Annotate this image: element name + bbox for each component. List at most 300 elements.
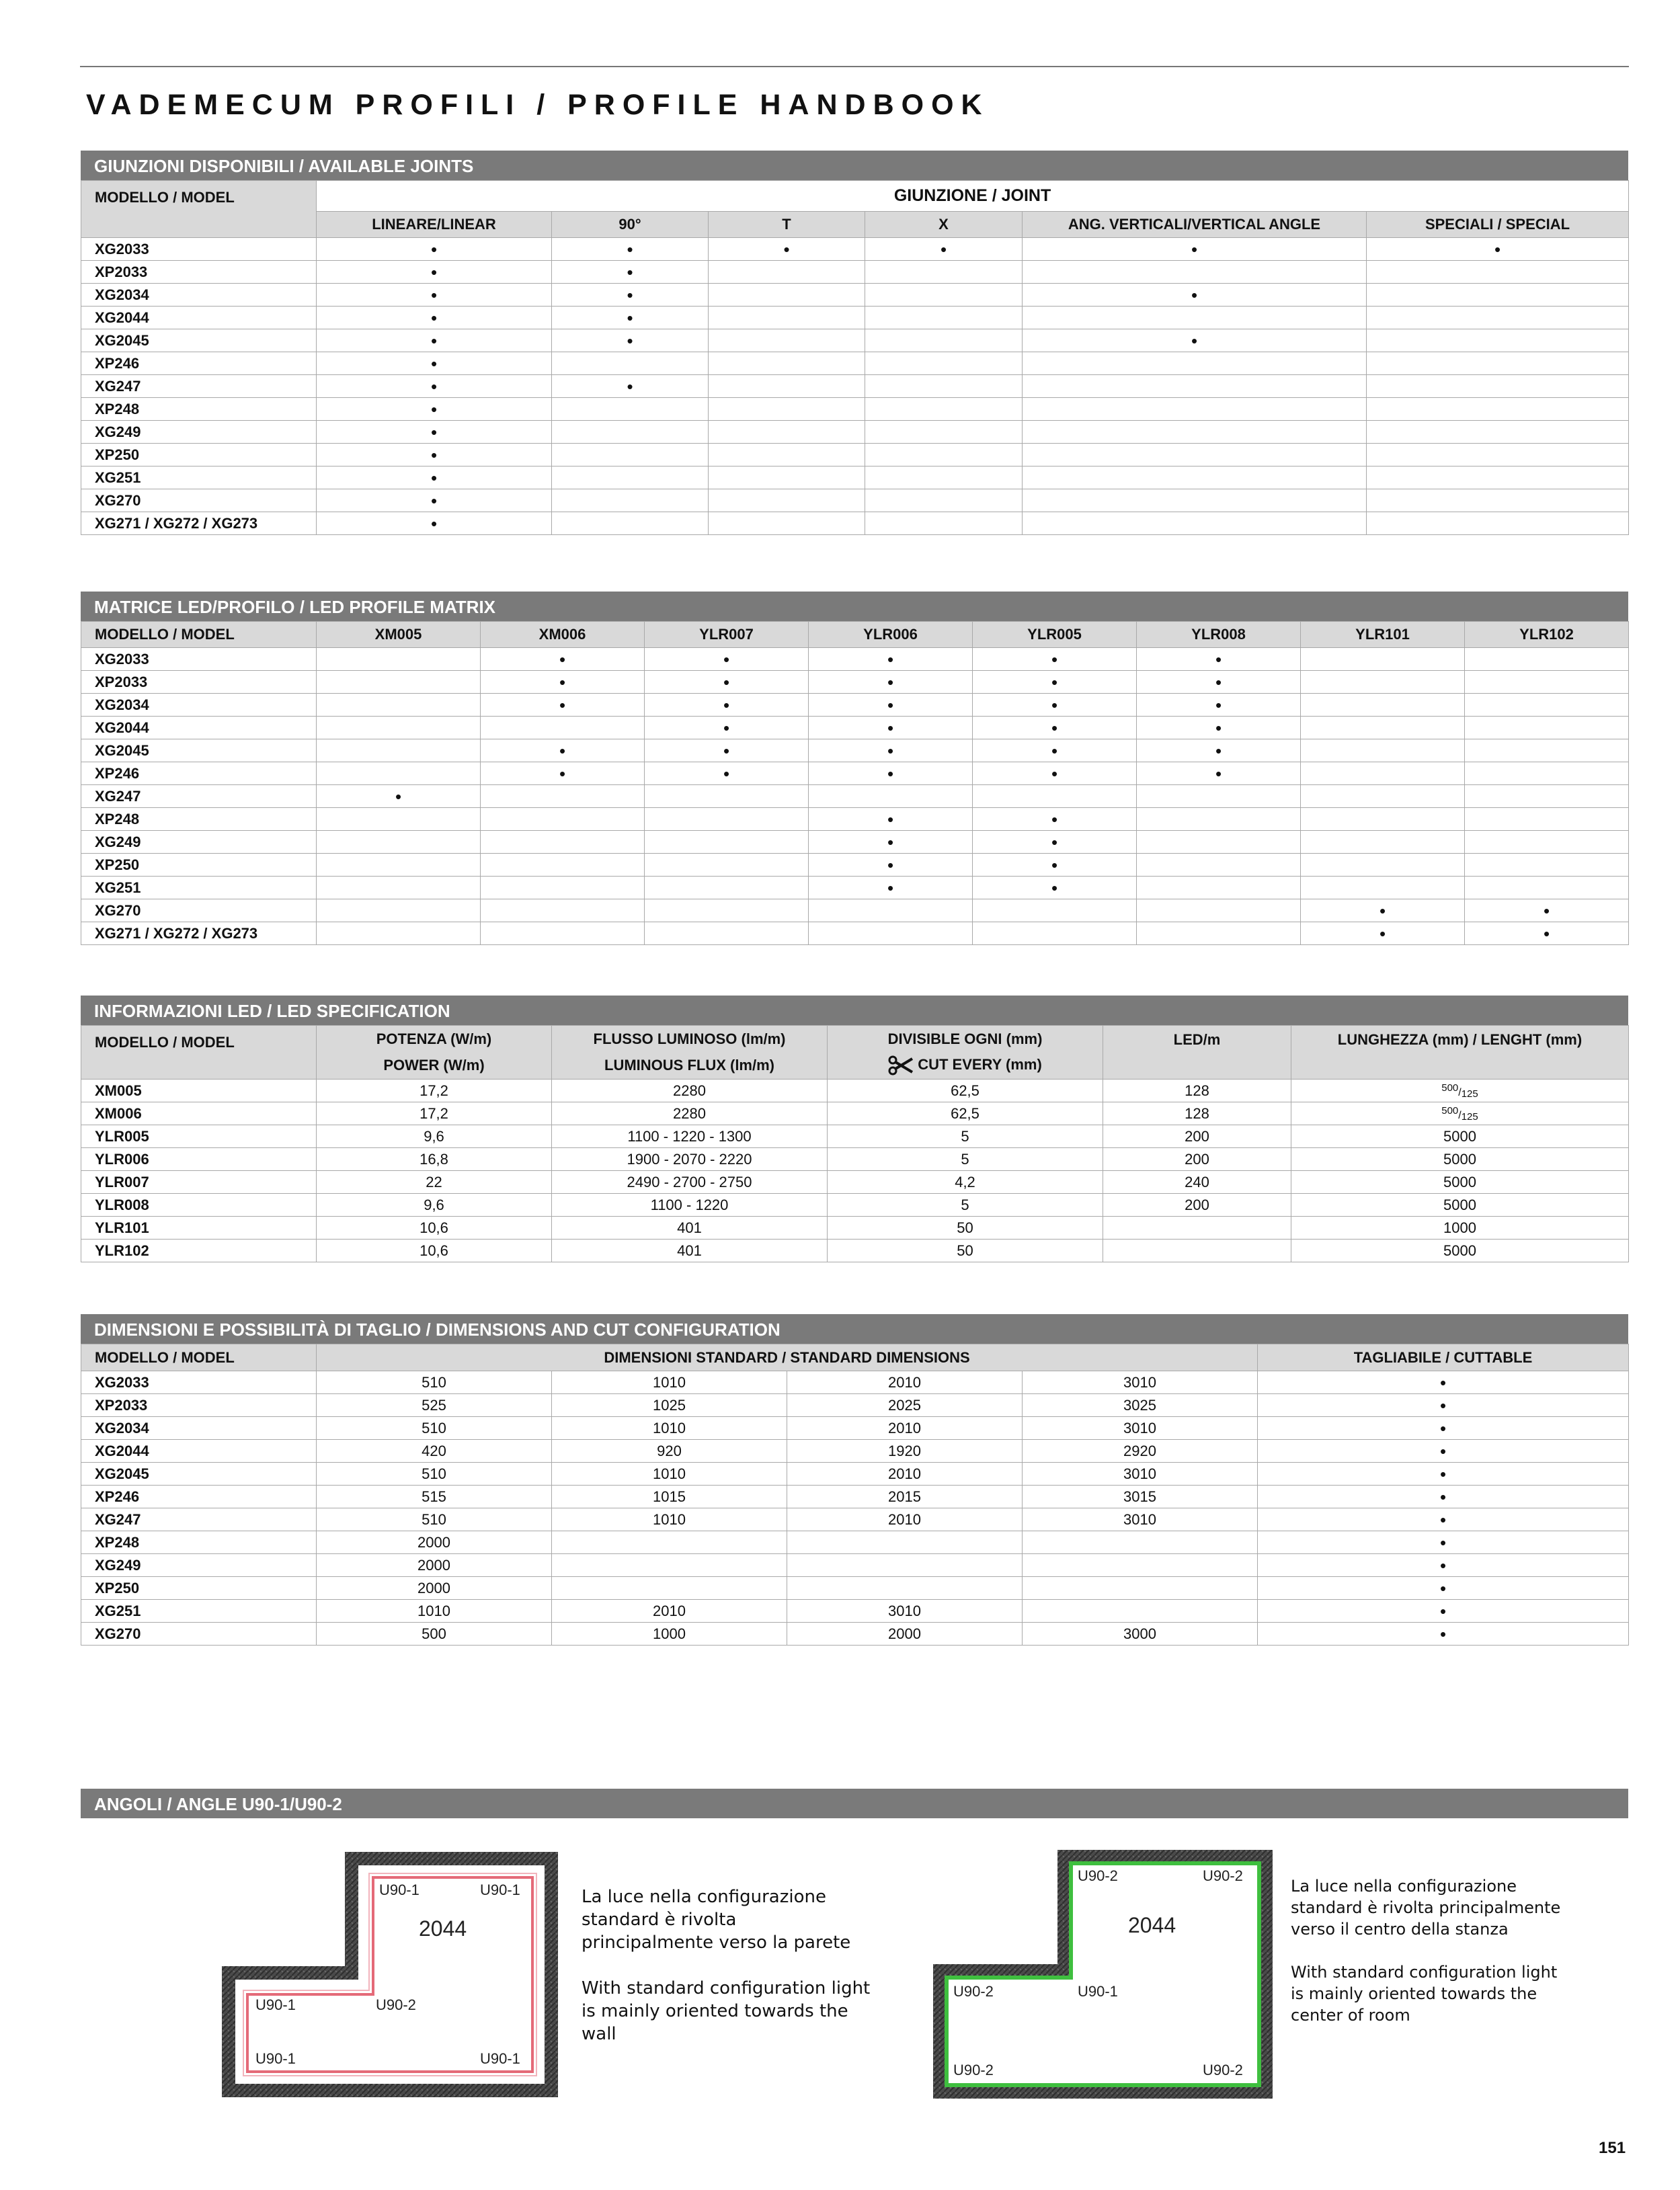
table-row [81, 1394, 1629, 1417]
dimension-cell: 510 [317, 1508, 552, 1531]
matrix-heading: MATRICE LED/PROFILO / LED PROFILE MATRIX [81, 592, 1628, 621]
joint-cell [1367, 489, 1629, 512]
dimension-cell: 1920 [787, 1440, 1023, 1463]
ledspec-cell: 240 [1103, 1171, 1291, 1194]
cuttable-cell: • [1258, 1600, 1629, 1623]
joint-cell [1023, 307, 1367, 329]
joint-cell [865, 329, 1023, 352]
dimension-cell: 2010 [787, 1417, 1023, 1440]
dimension-cell [552, 1577, 787, 1600]
matrix-cell: • [1137, 648, 1301, 671]
ledspec-cell: 1100 - 1220 - 1300 [552, 1125, 828, 1148]
table-row [81, 284, 1629, 307]
matrix-cell: • [1137, 671, 1301, 694]
matrix-cell [809, 922, 973, 945]
matrix-cell [317, 877, 481, 899]
model-cell: YLR006 [81, 1148, 317, 1171]
matrix-cell [1137, 854, 1301, 877]
joint-cell: • [317, 352, 552, 375]
model-cell: XG2044 [81, 307, 317, 329]
joint-cell [709, 398, 865, 421]
matrix-cell [809, 899, 973, 922]
matrix-cell: • [1137, 762, 1301, 785]
matrix-cell [317, 899, 481, 922]
model-cell: XG249 [81, 1554, 317, 1577]
matrix-cell: • [809, 648, 973, 671]
dimensions-heading: DIMENSIONI E POSSIBILITÀ DI TAGLIO / DIMENSIONS AND CUT CONFIGURATION [81, 1314, 1628, 1344]
ledspec-cell: 9,6 [317, 1125, 552, 1148]
joint-cell [1367, 284, 1629, 307]
length-fraction-den: 125 [1461, 1110, 1478, 1123]
matrix-col-header: YLR008 [1137, 622, 1301, 648]
dimension-cell: 3010 [1023, 1508, 1258, 1531]
matrix-col-header: YLR007 [645, 622, 809, 648]
matrix-col-header: YLR101 [1301, 622, 1465, 648]
dimension-cell [1023, 1531, 1258, 1554]
dimension-cell: 1000 [552, 1623, 787, 1646]
table-row [81, 467, 1629, 489]
model-cell: XG2045 [81, 739, 317, 762]
model-cell: YLR101 [81, 1217, 317, 1240]
model-cell: XG2033 [81, 238, 317, 261]
angle-diagram-wall [222, 1852, 558, 2097]
matrix-cell [481, 877, 645, 899]
joint-cell [865, 512, 1023, 535]
model-cell: XG251 [81, 877, 317, 899]
matrix-cell [1465, 808, 1629, 831]
joint-cell [865, 352, 1023, 375]
table-row [81, 877, 1629, 899]
matrix-cell [1465, 877, 1629, 899]
table-row [81, 1463, 1629, 1486]
matrix-cell: • [973, 762, 1137, 785]
dimension-cell: 2000 [317, 1531, 552, 1554]
table-row [81, 1531, 1629, 1554]
matrix-cell: • [645, 762, 809, 785]
joints-col-header: SPECIALI / SPECIAL [1367, 212, 1629, 238]
ledspec-header-cut-en-cell [828, 1053, 1103, 1080]
scissors-icon [888, 1055, 914, 1076]
matrix-cell: • [973, 831, 1137, 854]
joint-cell: • [552, 375, 709, 398]
dimension-cell: 1010 [317, 1600, 552, 1623]
joint-cell: • [552, 307, 709, 329]
matrix-cell: • [645, 739, 809, 762]
matrix-cell [1301, 694, 1465, 717]
dimension-cell [787, 1577, 1023, 1600]
model-cell: XG270 [81, 1623, 317, 1646]
model-cell: XG2034 [81, 1417, 317, 1440]
matrix-cell: • [1465, 899, 1629, 922]
room-label-4: U90-1 [1078, 1983, 1118, 2000]
joint-cell: • [317, 467, 552, 489]
matrix-cell [973, 899, 1137, 922]
matrix-cell [317, 854, 481, 877]
dimension-cell: 3000 [1023, 1623, 1258, 1646]
matrix-cell [317, 831, 481, 854]
model-cell: XP246 [81, 352, 317, 375]
model-cell: XG247 [81, 785, 317, 808]
model-cell: XG270 [81, 489, 317, 512]
ledspec-cell: 62,5 [828, 1080, 1103, 1102]
table-row [81, 1148, 1629, 1171]
joint-cell [1023, 352, 1367, 375]
dimension-cell: 2000 [317, 1577, 552, 1600]
table-row [81, 1171, 1629, 1194]
matrix-cell: • [481, 694, 645, 717]
ledspec-cell: 9,6 [317, 1194, 552, 1217]
cuttable-cell: • [1258, 1531, 1629, 1554]
model-cell: XG249 [81, 831, 317, 854]
joint-cell: • [317, 512, 552, 535]
wall-label-2: U90-1 [480, 1881, 520, 1898]
wall-label-1: U90-1 [379, 1881, 419, 1898]
matrix-cell: • [809, 717, 973, 739]
length-fraction-num: 500 [1441, 1082, 1459, 1094]
joint-cell: • [317, 444, 552, 467]
model-cell: YLR007 [81, 1171, 317, 1194]
dimension-cell: 3025 [1023, 1394, 1258, 1417]
model-cell: XG251 [81, 1600, 317, 1623]
matrix-col-header: YLR005 [973, 622, 1137, 648]
matrix-cell [1465, 762, 1629, 785]
matrix-col-header: YLR006 [809, 622, 973, 648]
matrix-cell [1137, 922, 1301, 945]
model-cell: XP250 [81, 1577, 317, 1600]
joint-cell [1023, 489, 1367, 512]
dimension-cell: 510 [317, 1463, 552, 1486]
matrix-cell [1137, 785, 1301, 808]
dimension-cell: 3015 [1023, 1486, 1258, 1508]
wall-description [582, 1885, 871, 2045]
table-row [81, 512, 1629, 535]
joint-cell [1367, 467, 1629, 489]
dimension-cell: 3010 [1023, 1463, 1258, 1486]
matrix-cell [1301, 854, 1465, 877]
model-cell: YLR008 [81, 1194, 317, 1217]
matrix-cell [1137, 831, 1301, 854]
ledspec-cell: 50 [828, 1217, 1103, 1240]
model-cell: XP246 [81, 762, 317, 785]
model-cell: XG2045 [81, 1463, 317, 1486]
dimension-cell: 510 [317, 1371, 552, 1394]
matrix-cell [1465, 785, 1629, 808]
matrix-cell [645, 922, 809, 945]
matrix-cell: • [1137, 739, 1301, 762]
matrix-cell [645, 831, 809, 854]
room-label-3: U90-2 [953, 1983, 994, 2000]
matrix-cell [973, 785, 1137, 808]
model-cell: XP248 [81, 1531, 317, 1554]
joints-col-header: 90° [552, 212, 709, 238]
matrix-cell: • [809, 694, 973, 717]
dimension-cell: 1010 [552, 1508, 787, 1531]
ledspec-header-cut-en: CUT EVERY (mm) [918, 1056, 1042, 1073]
matrix-cell [317, 671, 481, 694]
table-row [81, 808, 1629, 831]
table-row [81, 1102, 1629, 1125]
cuttable-cell: • [1258, 1440, 1629, 1463]
matrix-cell [317, 694, 481, 717]
matrix-cell [481, 922, 645, 945]
joint-cell [1367, 352, 1629, 375]
matrix-cell [1301, 877, 1465, 899]
joint-cell [709, 329, 865, 352]
matrix-cell [317, 648, 481, 671]
room-label-6: U90-2 [1203, 2062, 1243, 2078]
dimension-cell [787, 1531, 1023, 1554]
joint-cell [709, 284, 865, 307]
joint-cell [1023, 375, 1367, 398]
matrix-cell: • [1137, 694, 1301, 717]
dimension-cell: 3010 [1023, 1371, 1258, 1394]
matrix-cell [317, 808, 481, 831]
room-code: 2044 [1128, 1913, 1176, 1937]
dimension-cell: 420 [317, 1440, 552, 1463]
matrix-cell: • [481, 762, 645, 785]
dimension-cell: 2010 [787, 1463, 1023, 1486]
matrix-cell [481, 854, 645, 877]
ledspec-cell [1103, 1240, 1291, 1262]
joint-cell [1367, 421, 1629, 444]
joint-cell [1023, 467, 1367, 489]
dimension-cell: 1010 [552, 1371, 787, 1394]
ledspec-cell: 22 [317, 1171, 552, 1194]
matrix-cell [317, 739, 481, 762]
cuttable-cell: • [1258, 1417, 1629, 1440]
matrix-cell [1137, 808, 1301, 831]
dimension-cell: 2000 [787, 1623, 1023, 1646]
cuttable-cell: • [1258, 1371, 1629, 1394]
matrix-cell: • [645, 717, 809, 739]
model-cell: XG2033 [81, 648, 317, 671]
joint-cell [1367, 307, 1629, 329]
joint-cell [709, 512, 865, 535]
dimension-cell: 2000 [317, 1554, 552, 1577]
matrix-cell: • [1301, 922, 1465, 945]
matrix-cell: • [973, 671, 1137, 694]
ledspec-header-flux-en: LUMINOUS FLUX (lm/m) [552, 1053, 828, 1080]
model-cell: XG2045 [81, 329, 317, 352]
matrix-cell [481, 717, 645, 739]
matrix-cell [1301, 648, 1465, 671]
wall-label-5: U90-1 [255, 2050, 296, 2067]
dimension-cell: 500 [317, 1623, 552, 1646]
table-row [81, 1194, 1629, 1217]
ledspec-header-length: LUNGHEZZA (mm) / LENGHT (mm) [1291, 1026, 1629, 1080]
matrix-cell: • [809, 671, 973, 694]
ledspec-cell: 1900 - 2070 - 2220 [552, 1148, 828, 1171]
ledspec-cell: 200 [1103, 1194, 1291, 1217]
ledspec-cell: 50 [828, 1240, 1103, 1262]
dimension-cell [787, 1554, 1023, 1577]
joint-cell: • [709, 238, 865, 261]
table-row [81, 694, 1629, 717]
model-cell: XM005 [81, 1080, 317, 1102]
table-row [81, 1371, 1629, 1394]
joint-cell [552, 352, 709, 375]
dimension-cell: 2010 [552, 1600, 787, 1623]
length-cell: 5000 [1291, 1125, 1629, 1148]
cuttable-cell: • [1258, 1394, 1629, 1417]
length-fraction-den: 125 [1461, 1088, 1478, 1100]
dimension-cell: 2920 [1023, 1440, 1258, 1463]
matrix-cell: • [809, 831, 973, 854]
matrix-cell [1301, 671, 1465, 694]
joint-cell [865, 398, 1023, 421]
joints-group-header: GIUNZIONE / JOINT [317, 181, 1629, 212]
joint-cell [1367, 375, 1629, 398]
joint-cell: • [317, 421, 552, 444]
joint-cell: • [1367, 238, 1629, 261]
model-cell: YLR005 [81, 1125, 317, 1148]
matrix-cell: • [481, 739, 645, 762]
matrix-cell: • [973, 808, 1137, 831]
ledspec-cell: 2280 [552, 1102, 828, 1125]
table-row [81, 1440, 1629, 1463]
page-title: VADEMECUM PROFILI / PROFILE HANDBOOK [86, 89, 990, 121]
joints-table [81, 180, 1629, 535]
table-row [81, 1486, 1629, 1508]
ledspec-cell: 401 [552, 1240, 828, 1262]
model-cell: XM006 [81, 1102, 317, 1125]
model-cell: XP2033 [81, 1394, 317, 1417]
ledspec-cell: 17,2 [317, 1102, 552, 1125]
joint-cell [709, 444, 865, 467]
ledspec-cell: 2280 [552, 1080, 828, 1102]
length-fraction-num: 500 [1441, 1104, 1459, 1117]
joint-cell: • [317, 307, 552, 329]
joint-cell: • [317, 238, 552, 261]
joints-col-header: LINEARE/LINEAR [317, 212, 552, 238]
matrix-cell [1465, 739, 1629, 762]
cuttable-cell: • [1258, 1577, 1629, 1600]
top-rule [80, 66, 1629, 67]
joint-cell [709, 261, 865, 284]
dimension-cell: 3010 [787, 1600, 1023, 1623]
angle-diagram-room [933, 1850, 1273, 2099]
joint-cell [709, 467, 865, 489]
table-row [81, 329, 1629, 352]
wall-label-3: U90-1 [255, 1996, 296, 2013]
model-cell: XP248 [81, 398, 317, 421]
dimensions-dims-header: DIMENSIONI STANDARD / STANDARD DIMENSIONS [317, 1344, 1258, 1371]
wall-label-6: U90-1 [480, 2050, 520, 2067]
matrix-cell: • [645, 694, 809, 717]
length-cell [1291, 1102, 1629, 1125]
ledspec-cell: 16,8 [317, 1148, 552, 1171]
matrix-cell [481, 831, 645, 854]
matrix-cell: • [645, 648, 809, 671]
model-cell: XG270 [81, 899, 317, 922]
table-row [81, 1217, 1629, 1240]
joint-cell [552, 398, 709, 421]
joint-cell [1023, 444, 1367, 467]
matrix-cell [1301, 739, 1465, 762]
model-cell: XP250 [81, 444, 317, 467]
matrix-col-header: XM006 [481, 622, 645, 648]
matrix-cell [645, 808, 809, 831]
joint-cell [865, 375, 1023, 398]
matrix-cell [645, 877, 809, 899]
dimension-cell: 2010 [787, 1371, 1023, 1394]
ledspec-cell: 200 [1103, 1125, 1291, 1148]
model-cell: XP2033 [81, 261, 317, 284]
model-cell: XG271 / XG272 / XG273 [81, 512, 317, 535]
model-cell: XG247 [81, 1508, 317, 1531]
joint-cell: • [552, 238, 709, 261]
table-row [81, 1508, 1629, 1531]
joint-cell [865, 444, 1023, 467]
matrix-cell: • [973, 877, 1137, 899]
joint-cell [865, 261, 1023, 284]
joint-cell [552, 489, 709, 512]
matrix-cell [1301, 808, 1465, 831]
matrix-cell: • [1301, 899, 1465, 922]
joint-cell [1023, 421, 1367, 444]
table-row [81, 739, 1629, 762]
room-description [1291, 1875, 1573, 2026]
matrix-table [81, 621, 1629, 945]
joint-cell [1367, 398, 1629, 421]
matrix-cell [317, 922, 481, 945]
table-row [81, 648, 1629, 671]
matrix-model-header: MODELLO / MODEL [81, 622, 317, 648]
joint-cell [1367, 329, 1629, 352]
ledspec-cell: 401 [552, 1217, 828, 1240]
joint-cell [865, 284, 1023, 307]
wall-text-en: With standard configuration light is mainly oriented towards the wall [582, 1978, 871, 2044]
dimension-cell: 1010 [552, 1463, 787, 1486]
matrix-cell: • [973, 648, 1137, 671]
table-row [81, 922, 1629, 945]
matrix-cell [1301, 831, 1465, 854]
table-row [81, 375, 1629, 398]
ledspec-cell: 5 [828, 1148, 1103, 1171]
ledspec-cell: 2490 - 2700 - 2750 [552, 1171, 828, 1194]
wall-code: 2044 [419, 1916, 467, 1941]
table-row [81, 785, 1629, 808]
joint-cell [1367, 444, 1629, 467]
joint-cell: • [317, 398, 552, 421]
table-row [81, 1125, 1629, 1148]
ledspec-header-cut: DIVISIBLE OGNI (mm) [828, 1026, 1103, 1053]
cuttable-cell: • [1258, 1508, 1629, 1531]
ledspec-header-power-en: POWER (W/m) [317, 1053, 552, 1080]
cuttable-cell: • [1258, 1623, 1629, 1646]
joints-col-header: ANG. VERTICALI/VERTICAL ANGLE [1023, 212, 1367, 238]
joints-heading: GIUNZIONI DISPONIBILI / AVAILABLE JOINTS [81, 151, 1628, 180]
joint-cell: • [552, 329, 709, 352]
matrix-cell: • [973, 739, 1137, 762]
matrix-cell [317, 762, 481, 785]
joint-cell [552, 512, 709, 535]
joint-cell [709, 421, 865, 444]
joint-cell [1023, 261, 1367, 284]
joint-cell [709, 489, 865, 512]
matrix-cell [809, 785, 973, 808]
ledspec-table [81, 1025, 1629, 1262]
joint-cell [552, 444, 709, 467]
table-row [81, 1417, 1629, 1440]
dimension-cell [1023, 1554, 1258, 1577]
model-cell: XG249 [81, 421, 317, 444]
dimension-cell: 1015 [552, 1486, 787, 1508]
length-cell: 5000 [1291, 1240, 1629, 1262]
cuttable-cell: • [1258, 1486, 1629, 1508]
ledspec-heading: INFORMAZIONI LED / LED SPECIFICATION [81, 996, 1628, 1025]
table-row [81, 261, 1629, 284]
